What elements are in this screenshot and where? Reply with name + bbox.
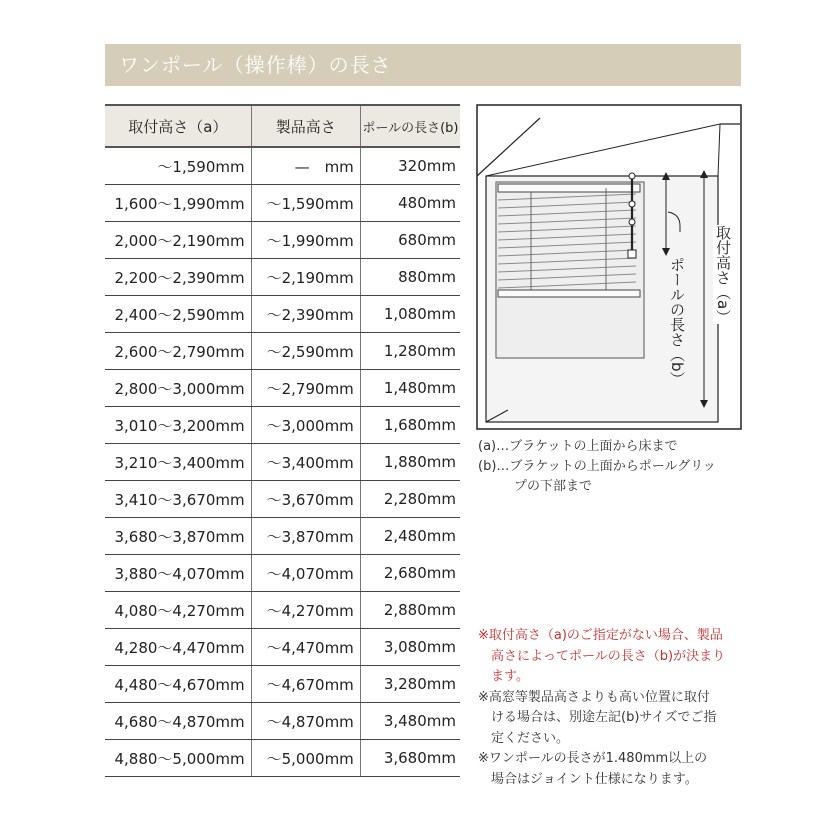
header-product-height: 製品高さ <box>251 105 360 147</box>
mount-height-cell: 4,080〜4,270mm <box>105 592 251 629</box>
pole-length-cell: 1,680mm <box>360 407 460 444</box>
pole-length-cell: 680mm <box>360 222 460 259</box>
pole-length-cell: 880mm <box>360 259 460 296</box>
table-header-row <box>105 105 460 147</box>
product-height-cell: 〜4,870mm <box>251 703 360 740</box>
table-row <box>105 407 460 444</box>
legend-b-line1: (b)…ブラケットの上面からポールグリッ <box>478 459 716 474</box>
table-row <box>105 185 460 222</box>
product-height-cell: 〜2,190mm <box>251 259 360 296</box>
product-height-cell: 〜3,870mm <box>251 518 360 555</box>
pole-length-cell: 3,480mm <box>360 703 460 740</box>
table-row <box>105 629 460 666</box>
table-row <box>105 555 460 592</box>
mount-height-cell: 2,400〜2,590mm <box>105 296 251 333</box>
product-height-cell: 〜4,470mm <box>251 629 360 666</box>
mount-height-cell: 〜1,590mm <box>105 147 251 185</box>
pole-length-cell: 320mm <box>360 147 460 185</box>
table-row <box>105 740 460 777</box>
mount-height-cell: 3,410〜3,670mm <box>105 481 251 518</box>
mount-height-cell: 2,600〜2,790mm <box>105 333 251 370</box>
product-height-cell: 〜4,070mm <box>251 555 360 592</box>
pole-length-table <box>105 104 460 777</box>
product-height-cell: — mm <box>251 147 360 185</box>
installation-diagram <box>476 104 742 430</box>
mount-height-cell: 3,210〜3,400mm <box>105 444 251 481</box>
mount-height-cell: 4,480〜4,670mm <box>105 666 251 703</box>
note-3-line2: 場合はジョイント仕様になります。 <box>491 771 698 787</box>
diagram-legend <box>478 437 716 497</box>
diagram-label-a: 取付高さ（a） <box>714 225 732 325</box>
pole-length-cell: 480mm <box>360 185 460 222</box>
product-height-cell: 〜1,590mm <box>251 185 360 222</box>
header-mount-height: 取付高さ（a） <box>105 105 251 147</box>
product-height-cell: 〜2,390mm <box>251 296 360 333</box>
pole-length-cell: 2,280mm <box>360 481 460 518</box>
note-1-line1: ※取付高さ（a)のご指定がない場合、製品 <box>478 628 723 643</box>
note-3-line1: ※ワンポールの長さが1.480mm以上の <box>478 751 708 766</box>
table-row <box>105 518 460 555</box>
legend-b-line2: プの下部まで <box>514 479 593 494</box>
product-height-cell: 〜4,670mm <box>251 666 360 703</box>
product-height-cell: 〜3,400mm <box>251 444 360 481</box>
product-height-cell: 〜3,000mm <box>251 407 360 444</box>
mount-height-cell: 4,880〜5,000mm <box>105 740 251 777</box>
pole-length-cell: 2,880mm <box>360 592 460 629</box>
product-height-cell: 〜3,670mm <box>251 481 360 518</box>
pole-length-cell: 1,880mm <box>360 444 460 481</box>
pole-length-cell: 1,080mm <box>360 296 460 333</box>
table-row <box>105 592 460 629</box>
table-row <box>105 222 460 259</box>
note-2-line2: ける場合は、別途左記(b)サイズでご指 <box>491 710 717 725</box>
mount-height-cell: 3,680〜3,870mm <box>105 518 251 555</box>
note-2-line1: ※高窓等製品高さよりも高い位置に取付 <box>478 689 710 705</box>
product-height-cell: 〜2,790mm <box>251 370 360 407</box>
table-row <box>105 444 460 481</box>
mount-height-cell: 2,000〜2,190mm <box>105 222 251 259</box>
pole-length-cell: 2,680mm <box>360 555 460 592</box>
table-row <box>105 296 460 333</box>
mount-height-cell: 4,680〜4,870mm <box>105 703 251 740</box>
table-body <box>105 147 460 777</box>
notes <box>478 626 748 790</box>
header-pole-length: ポールの長さ(b) <box>360 105 460 147</box>
pole-length-cell: 1,280mm <box>360 333 460 370</box>
pole-length-cell: 3,080mm <box>360 629 460 666</box>
product-height-cell: 〜1,990mm <box>251 222 360 259</box>
note-2-line3: 定ください。 <box>491 730 570 746</box>
table-row <box>105 703 460 740</box>
table-row <box>105 259 460 296</box>
table-row <box>105 147 460 185</box>
pole-length-cell: 2,480mm <box>360 518 460 555</box>
note-1-line3: ます。 <box>491 669 529 684</box>
mount-height-cell: 2,200〜2,390mm <box>105 259 251 296</box>
table-row <box>105 481 460 518</box>
section-title: ワンポール（操作棒）の長さ <box>105 44 741 86</box>
mount-height-cell: 4,280〜4,470mm <box>105 629 251 666</box>
table-row <box>105 370 460 407</box>
mount-height-cell: 2,800〜3,000mm <box>105 370 251 407</box>
note-1-line2: 高さによってポールの長さ（b)が決まり <box>491 648 726 664</box>
diagram-label-b: ポールの長さ（b） <box>668 257 686 387</box>
mount-height-cell: 3,010〜3,200mm <box>105 407 251 444</box>
product-height-cell: 〜2,590mm <box>251 333 360 370</box>
product-height-cell: 〜5,000mm <box>251 740 360 777</box>
table-row <box>105 333 460 370</box>
pole-length-cell: 3,680mm <box>360 740 460 777</box>
product-height-cell: 〜4,270mm <box>251 592 360 629</box>
mount-height-cell: 1,600〜1,990mm <box>105 185 251 222</box>
table-row <box>105 666 460 703</box>
mount-height-cell: 3,880〜4,070mm <box>105 555 251 592</box>
pole-length-cell: 1,480mm <box>360 370 460 407</box>
legend-a: (a)…ブラケットの上面から床まで <box>478 439 678 454</box>
pole-length-cell: 3,280mm <box>360 666 460 703</box>
